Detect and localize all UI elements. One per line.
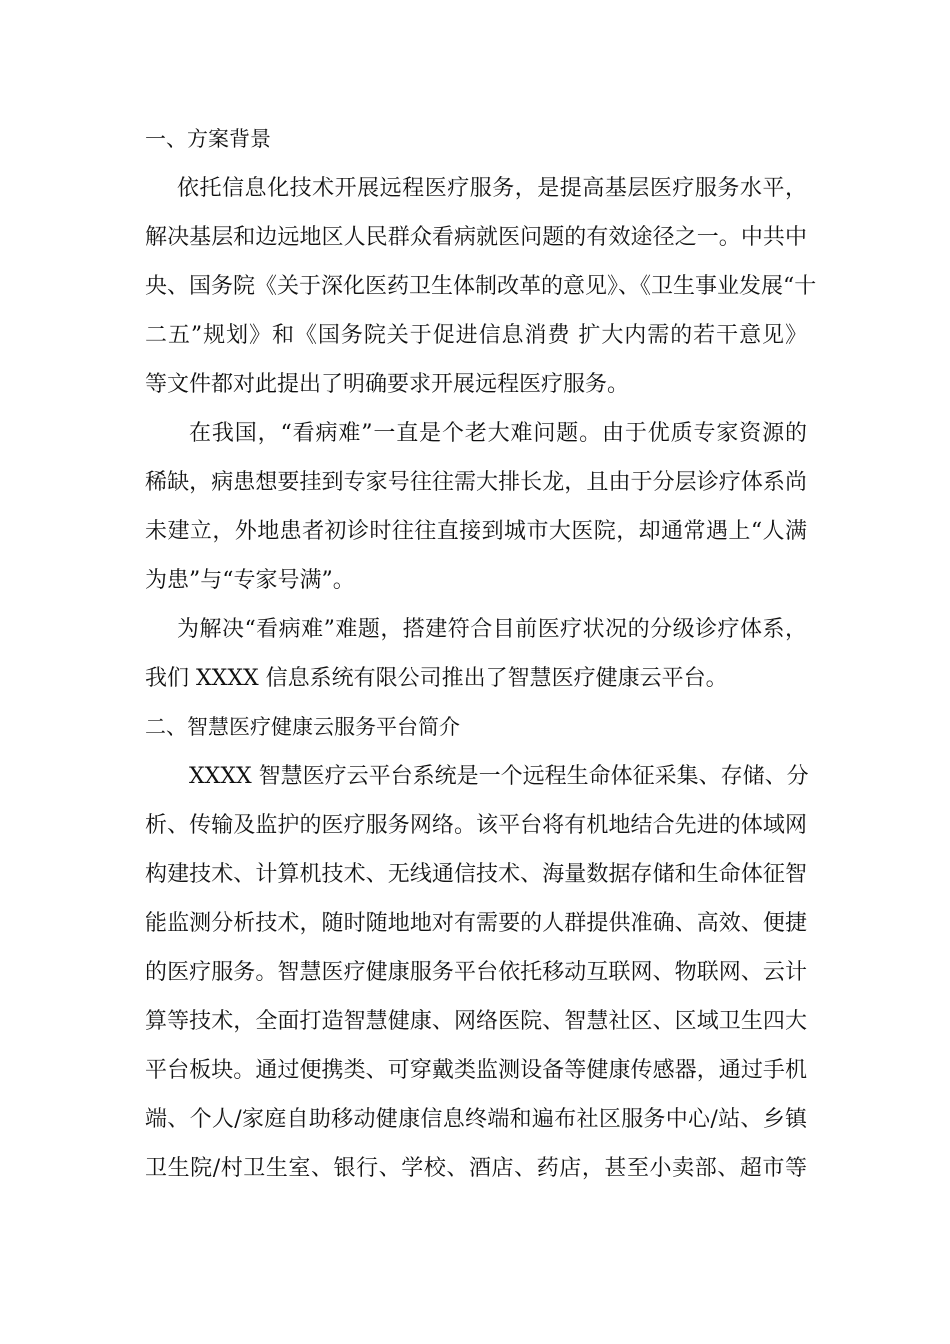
section-heading-platform-intro: 二、智慧医疗健康云服务平台简介 bbox=[145, 715, 460, 739]
paragraph-line: 稀缺，病患想要挂到专家号往往需大排长龙，且由于分层诊疗体系尚 bbox=[145, 470, 807, 495]
paragraph-line: 我们 XXXX 信息系统有限公司推出了智慧医疗健康云平台。 bbox=[145, 666, 728, 691]
paragraph-line: 在我国，“看病难”一直是个老大难问题。由于优质专家资源的 bbox=[189, 421, 807, 446]
paragraph-line: 析、传输及监护的医疗服务网络。该平台将有机地结合先进的体域网 bbox=[145, 813, 807, 838]
paragraph-line: 解决基层和边远地区人民群众看病就医问题的有效途径之一。中共中 bbox=[145, 225, 807, 250]
paragraph-line: 为患”与“专家号满”。 bbox=[145, 568, 355, 593]
section-heading-background: 一、方案背景 bbox=[145, 127, 271, 151]
paragraph-line: 二五”规划》和《国务院关于促进信息消费 扩大内需的若干意见》 bbox=[145, 323, 807, 348]
paragraph-difficult-access bbox=[145, 409, 807, 605]
paragraph-line: 平台板块。通过便携类、可穿戴类监测设备等健康传感器，通过手机 bbox=[145, 1058, 807, 1083]
paragraph-line: 端、个人/家庭自助移动健康信息终端和遍布社区服务中心/站、乡镇 bbox=[145, 1107, 807, 1132]
paragraph-line: 依托信息化技术开展远程医疗服务，是提高基层医疗服务水平， bbox=[177, 176, 807, 201]
document-body bbox=[145, 115, 817, 1193]
paragraph-line: 算等技术，全面打造智慧健康、网络医院、智慧社区、区域卫生四大 bbox=[145, 1009, 807, 1034]
paragraph-line: 能监测分析技术，随时随地地对有需要的人群提供准确、高效、便捷 bbox=[145, 911, 807, 936]
paragraph-telemedicine-policy bbox=[145, 164, 817, 409]
paragraph-line: 卫生院/村卫生室、银行、学校、酒店、药店，甚至小卖部、超市等 bbox=[145, 1156, 807, 1181]
paragraph-line: 未建立，外地患者初诊时往往直接到城市大医院，却通常遇上“人满 bbox=[145, 519, 807, 544]
paragraph-line: 央、国务院《关于深化医药卫生体制改革的意见》、《卫生事业发展“十 bbox=[145, 274, 817, 299]
paragraph-line: 等文件都对此提出了明确要求开展远程医疗服务。 bbox=[145, 372, 630, 397]
paragraph-line: 构建技术、计算机技术、无线通信技术、海量数据存储和生命体征智 bbox=[145, 862, 807, 887]
paragraph-company-solution bbox=[145, 605, 807, 703]
paragraph-line: 的医疗服务。智慧医疗健康服务平台依托移动互联网、物联网、云计 bbox=[145, 960, 807, 985]
paragraph-line: XXXX 智慧医疗云平台系统是一个远程生命体征采集、存储、分 bbox=[189, 764, 809, 789]
paragraph-line: 为解决“看病难”难题，搭建符合目前医疗状况的分级诊疗体系， bbox=[177, 617, 807, 642]
paragraph-platform-description bbox=[145, 752, 807, 1193]
